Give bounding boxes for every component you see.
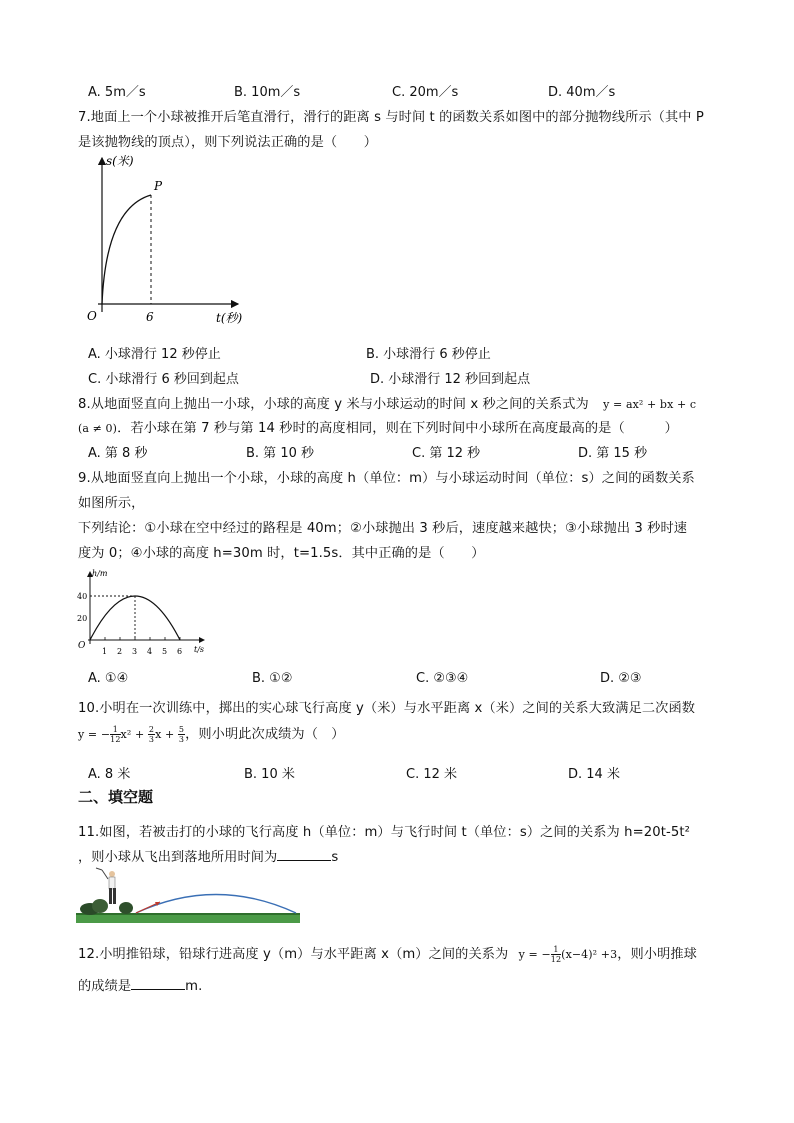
q8-option-a: A. 第 8 秒 [88, 446, 148, 461]
q12-formula-rest: (x−4)² +3 [561, 948, 618, 961]
q9-stem-line1: 9.从地面竖直向上抛出一个小球，小球的高度 h（单位：m）与小球运动时间（单位：s）之间的函数关系 [78, 471, 695, 486]
q9-x-label: t/s [194, 645, 205, 654]
q8-option-c: C. 第 12 秒 [412, 446, 481, 461]
ball-trajectory [136, 895, 296, 914]
q12-formula-y: y = − [518, 948, 551, 961]
q7-option-a: A. 小球滑行 12 秒停止 [88, 347, 221, 362]
q9-x-tick-6: 6 [177, 647, 183, 656]
q10-formula-y: y = − [78, 728, 111, 741]
q10-frac-2: $\frac{2}{3}$ [148, 724, 155, 744]
q9-y-tick-20: 20 [77, 614, 88, 623]
q9-y-tick-40: 40 [77, 592, 88, 601]
q10-formula-line [78, 723, 345, 744]
q7-option-d: D. 小球滑行 12 秒回到起点 [370, 372, 531, 387]
q12-stem-line2 [78, 975, 202, 994]
q10-frac-3: $\frac{5}{3}$ [178, 724, 185, 744]
q9-x-tick-5: 5 [162, 647, 168, 656]
q7-origin-label: O [87, 309, 97, 323]
q10-formula-mid2: x + [155, 728, 178, 741]
q7-stem-line1: 7.地面上一个小球被推开后笔直滑行，滑行的距离 s 与时间 t 的函数关系如图中的部分抛物线所示（其中 P [78, 110, 704, 125]
q7-x-tick: 6 [146, 310, 154, 324]
q12-answer-blank[interactable] [131, 977, 185, 990]
q7-y-label: s(米) [106, 154, 134, 168]
q9-stem-line2: 如图所示， [78, 496, 145, 511]
q10-stem-line1: 10.小明在一次训练中，掷出的实心球飞行高度 y（米）与水平距离 x（米）之间的关系大致满足二次函数 [78, 701, 696, 716]
section-title-fill-in: 二、填空题 [78, 788, 154, 806]
q12-stem-text2: 的成绩是 [78, 979, 132, 994]
q6-option-d: D. 40m／s [548, 85, 616, 100]
q7-option-c: C. 小球滑行 6 秒回到起点 [88, 372, 239, 387]
q10-option-b: B. 10 米 [244, 767, 295, 782]
q12-stem-line1 [78, 943, 697, 964]
q10-option-a: A. 8 米 [88, 767, 131, 782]
q9-stem-line4: 度为 0；④小球的高度 h=30m 时，t=1.5s．其中正确的是（ ） [78, 546, 485, 561]
q8-stem-text2: ．若小球在第 7 秒与第 14 秒时的高度相同，则在下列时间中小球所在高度最高的是（ ） [117, 421, 678, 436]
q7-graph [78, 152, 258, 332]
q11-stem-text: ，则小球从飞出到落地所用时间为 [78, 850, 278, 865]
q9-x-tick-3: 3 [132, 647, 138, 656]
q9-option-b: B. ①② [252, 671, 293, 686]
q11-golf-illustration [76, 866, 302, 926]
q9-stem-line3: 下列结论：①小球在空中经过的路程是 40m；②小球抛出 3 秒后，速度越来越快；③小球抛出 3 秒时速 [78, 521, 688, 536]
q7-vertex-label: P [154, 179, 163, 193]
q9-option-d: D. ②③ [600, 671, 642, 686]
q9-x-tick-4: 4 [147, 647, 153, 656]
q9-x-tick-1: 1 [102, 647, 108, 656]
q9-x-tick-2: 2 [117, 647, 123, 656]
q6-option-c: C. 20m／s [392, 85, 459, 100]
q10-frac-1: $\frac{1}{12}$ [110, 724, 121, 744]
q10-option-c: C. 12 米 [406, 767, 458, 782]
golfer-figure [96, 868, 116, 904]
q9-option-a: A. ①④ [88, 671, 129, 686]
q11-stem-line2 [78, 846, 338, 865]
q9-y-label: h/m [92, 569, 108, 578]
q7-x-label: t(秒) [216, 311, 243, 325]
q10-stem-tail: ，则小明此次成绩为（ ） [185, 727, 345, 742]
q8-stem-text: 8.从地面竖直向上抛出一小球，小球的高度 y 米与小球运动的时间 x 秒之间的关系式为 [78, 397, 589, 412]
q9-origin-label: O [78, 641, 86, 651]
q8-stem-line1 [78, 393, 696, 412]
q8-formula: y = ax² + bx + c [603, 398, 697, 411]
q9-graph [74, 566, 214, 660]
q8-condition: (a ≠ 0) [78, 422, 118, 435]
q12-stem-text: 12.小明推铅球，铅球行进高度 y（m）与水平距离 x（m）之间的关系为 [78, 947, 509, 962]
q8-option-b: B. 第 10 秒 [246, 446, 314, 461]
q11-unit: s [331, 850, 339, 865]
q7-option-b: B. 小球滑行 6 秒停止 [366, 347, 491, 362]
q7-stem-line2: 是该抛物线的顶点），则下列说法正确的是（ ） [78, 135, 378, 150]
q11-stem-line1: 11.如图，若被击打的小球的飞行高度 h（单位：m）与飞行时间 t（单位：s）之间的关系为 h=20t-5t² [78, 825, 691, 840]
q8-option-d: D. 第 15 秒 [578, 446, 648, 461]
q12-stem-tail: ，则小明推球 [617, 947, 697, 962]
q10-option-d: D. 14 米 [568, 767, 620, 782]
q12-frac: $\frac{1}{12}$ [550, 944, 562, 964]
q6-option-a: A. 5m／s [88, 85, 146, 100]
q8-stem-line2 [78, 417, 678, 436]
q11-answer-blank[interactable] [277, 848, 331, 861]
q9-option-c: C. ②③④ [416, 671, 469, 686]
q10-formula-mid1: x² + [120, 728, 148, 741]
q7-curve [102, 195, 151, 304]
q12-unit: m. [185, 979, 203, 994]
q6-option-b: B. 10m／s [234, 85, 301, 100]
